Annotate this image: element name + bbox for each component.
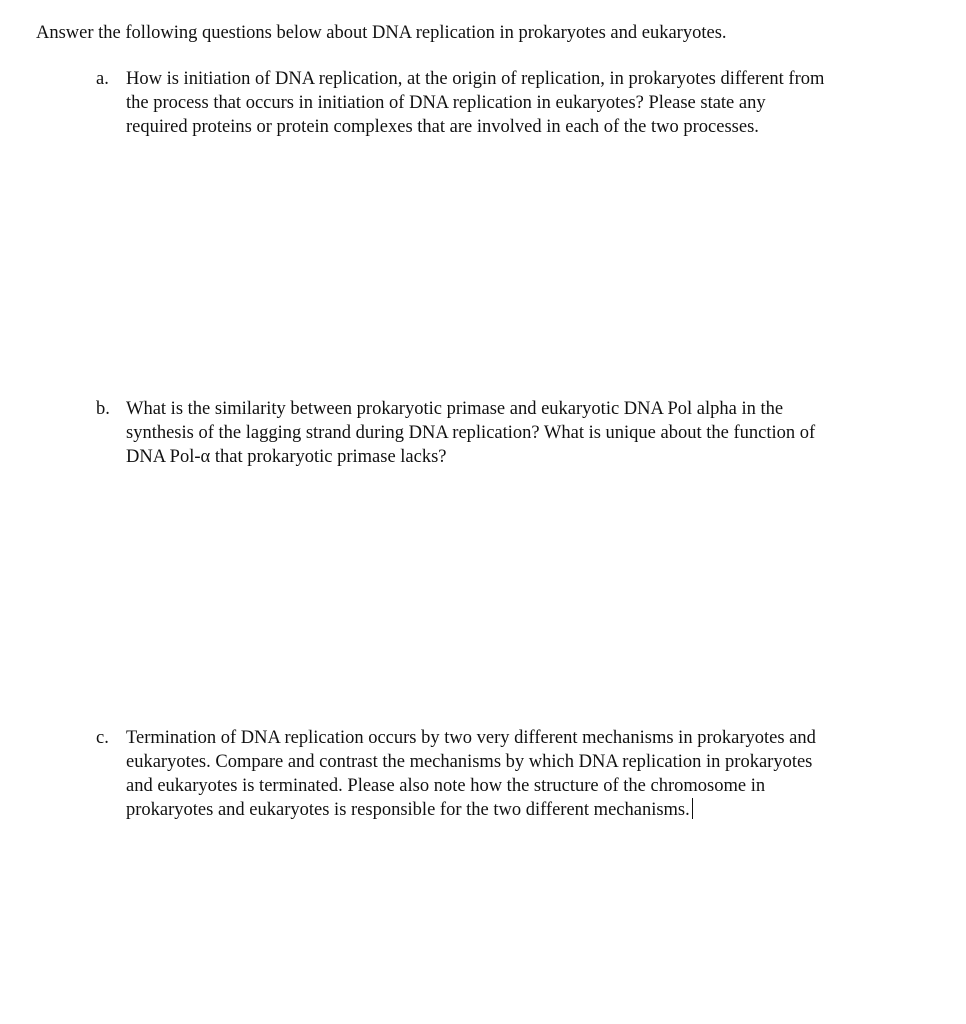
- question-marker: a.: [96, 69, 109, 89]
- question-line: synthesis of the lagging strand during DNA replication? What is unique about the function of: [126, 423, 816, 443]
- question-line: required proteins or protein complexes that are involved in each of the two processes.: [126, 117, 759, 137]
- question-line: How is initiation of DNA replication, at the origin of replication, in prokaryotes different from: [126, 69, 825, 89]
- question-a: [96, 67, 926, 139]
- question-line: DNA Pol-α that prokaryotic primase lacks?: [126, 447, 447, 467]
- question-line: What is the similarity between prokaryotic primase and eukaryotic DNA Pol alpha in the: [126, 399, 784, 419]
- intro-text: Answer the following questions below about DNA replication in prokaryotes and eukaryotes.: [36, 23, 727, 43]
- question-b: [96, 397, 926, 469]
- question-line: Termination of DNA replication occurs by two very different mechanisms in prokaryotes and: [126, 728, 816, 748]
- question-line: and eukaryotes is terminated. Please also note how the structure of the chromosome in: [126, 776, 766, 796]
- text-cursor: [692, 798, 694, 819]
- question-line-last[interactable]: [96, 798, 926, 822]
- question-c[interactable]: [96, 726, 926, 822]
- question-marker: b.: [96, 399, 110, 419]
- question-line-text: prokaryotes and eukaryotes is responsible for the two different mechanisms.: [126, 800, 690, 820]
- question-line: the process that occurs in initiation of DNA replication in eukaryotes? Please state any: [126, 93, 766, 113]
- question-marker: c.: [96, 728, 109, 748]
- question-line: eukaryotes. Compare and contrast the mechanisms by which DNA replication in prokaryotes: [126, 752, 813, 772]
